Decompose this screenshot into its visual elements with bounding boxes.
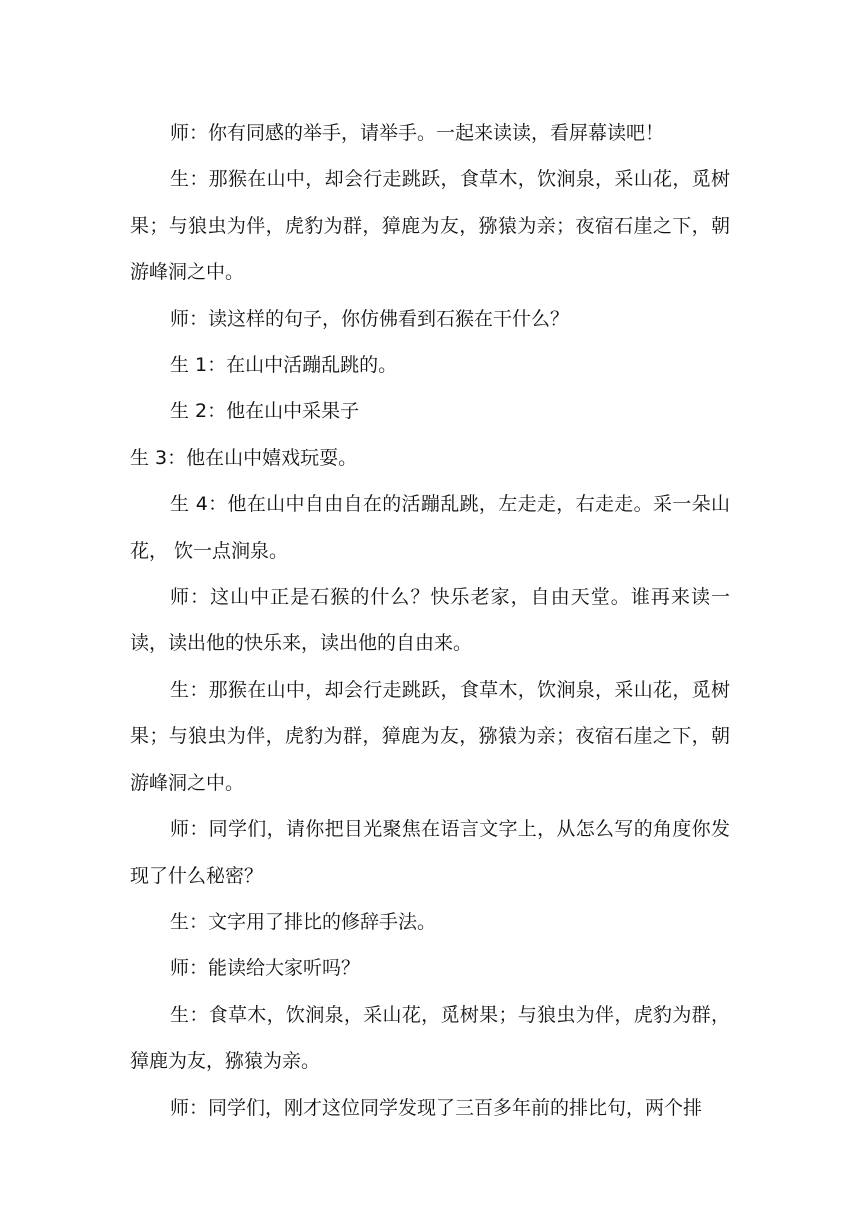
paragraph: 生：食草木，饮涧泉，采山花，觅树果；与狼虫为伴，虎豹为群，獐鹿为友，猕猿为亲。 xyxy=(130,1003,730,1073)
paragraph: 师：这山中正是石猴的什么？快乐老家，自由天堂。谁再来读一读，读出他的快乐来，读出他的自由来。 xyxy=(130,586,730,655)
paragraph: 生：那猴在山中，却会行走跳跃，食草木，饮涧泉，采山花，觅树果；与狼虫为伴，虎豹为群，獐鹿为友，猕猿为亲；夜宿石崖之下，朝游峰洞之中。 xyxy=(130,168,730,284)
paragraph: 师：能读给大家听吗？ xyxy=(170,957,361,980)
paragraph: 生 4：他在山中自由自在的活蹦乱跳，左走走，右走走。采一朵山花， 饮一点涧泉。 xyxy=(130,493,730,562)
document-body xyxy=(130,110,730,1131)
paragraph: 师：你有同感的举手，请举手。一起来读读，看屏幕读吧！ xyxy=(170,122,665,144)
paragraph: 生 3：他在山中嬉戏玩耍。 xyxy=(130,446,358,469)
paragraph: 生：那猴在山中，却会行走跳跃，食草木，饮涧泉，采山花，觅树果；与狼虫为伴，虎豹为群，獐鹿为友，猕猿为亲；夜宿石崖之下，朝游峰洞之中。 xyxy=(130,678,730,794)
paragraph: 生 2：他在山中采果子 xyxy=(170,400,360,423)
paragraph: 师：同学们，刚才这位同学发现了三百多年前的排比句，两个排 xyxy=(170,1096,703,1119)
paragraph: 生：文字用了排比的修辞手法。 xyxy=(170,910,437,933)
paragraph: 生 1：在山中活蹦乱跳的。 xyxy=(170,354,398,377)
paragraph: 师：读这样的句子，你仿佛看到石猴在干什么？ xyxy=(170,307,570,330)
paragraph: 师：同学们，请你把目光聚焦在语言文字上，从怎么写的角度你发现了什么秘密？ xyxy=(130,818,730,887)
